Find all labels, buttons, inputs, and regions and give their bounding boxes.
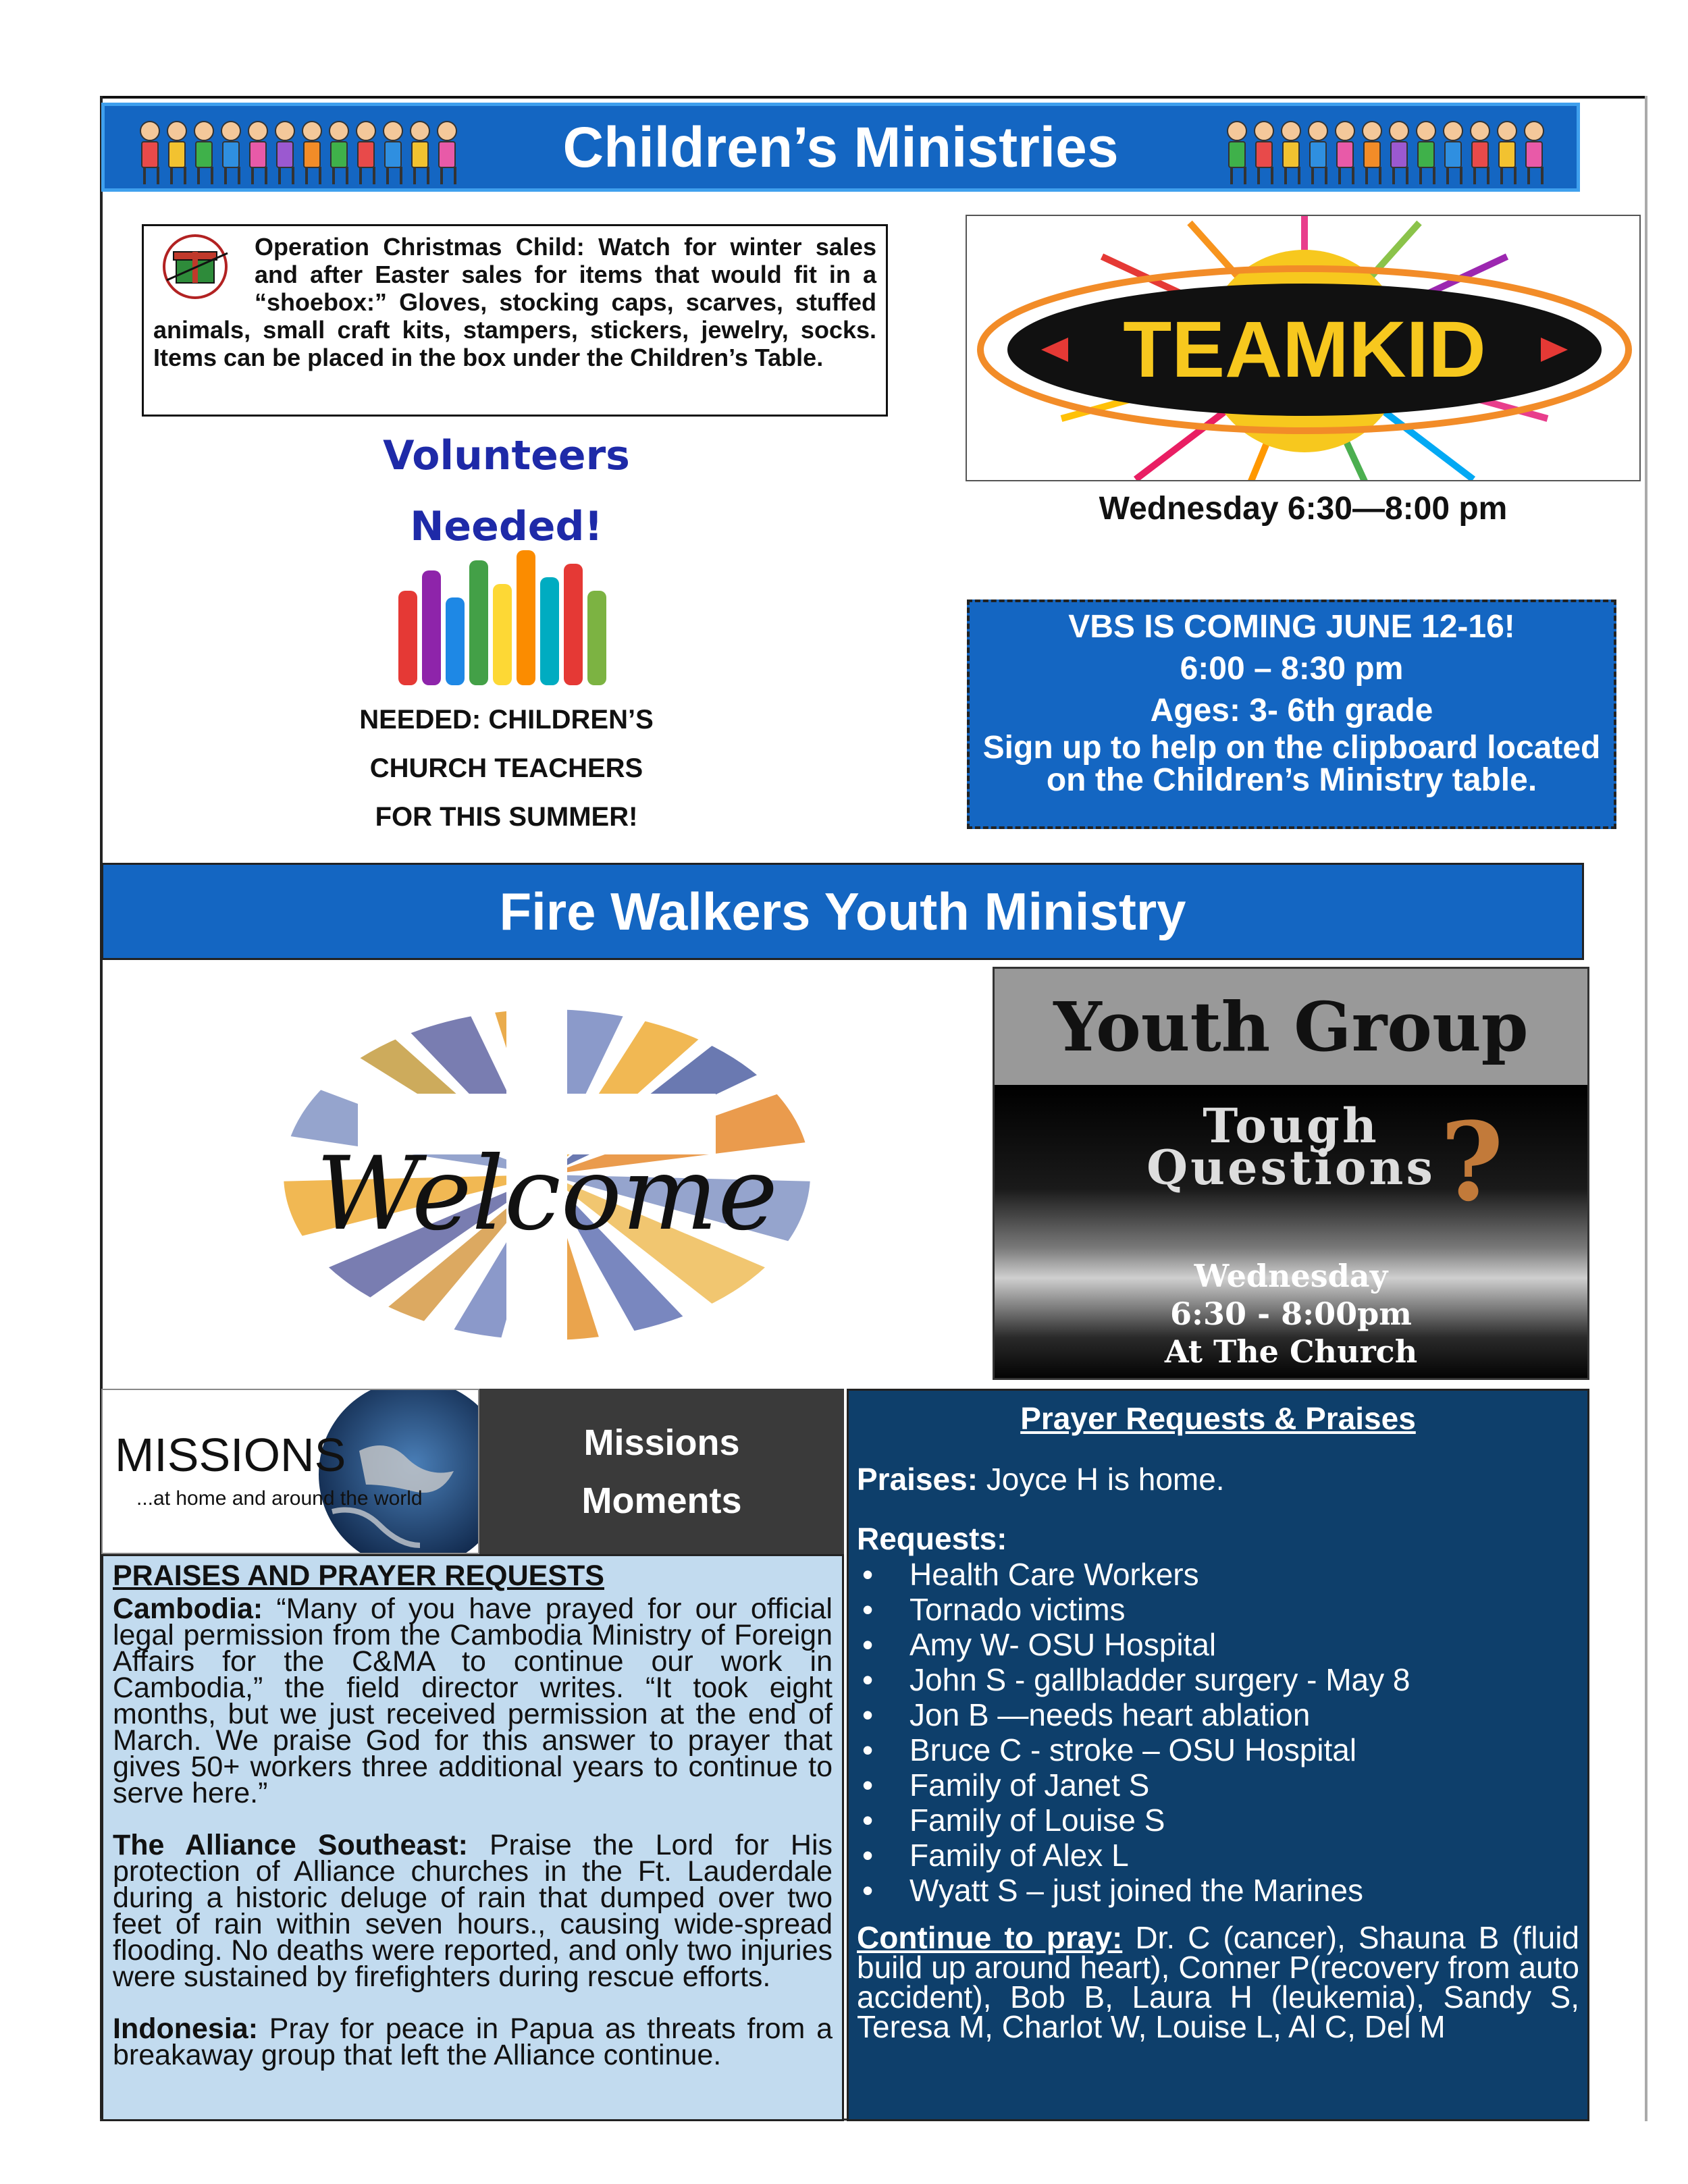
requests-list bbox=[857, 1557, 1579, 1908]
continue-label: Continue to pray: bbox=[857, 1920, 1123, 1955]
needed-line1: NEEDED: CHILDREN’S bbox=[359, 705, 654, 735]
missions-item-cambodia bbox=[113, 1593, 833, 1809]
vbs-line5: on the Children’s Ministry table. bbox=[1046, 762, 1537, 798]
occ-title: Operation Christmas Child: bbox=[255, 233, 585, 261]
prayer-requests-panel bbox=[847, 1389, 1589, 2121]
volunteers-heading-line2: Needed! bbox=[410, 503, 603, 550]
welcome-text: Welcome bbox=[315, 1136, 779, 1253]
vbs-line1: VBS IS COMING JUNE 12-16! bbox=[1068, 609, 1515, 645]
needed-teachers-notice bbox=[317, 695, 695, 841]
operation-christmas-child-logo-icon bbox=[153, 233, 248, 300]
questions-line: Questions bbox=[1146, 1140, 1435, 1196]
missions-header-line2: Moments bbox=[581, 1480, 742, 1521]
youth-group-poster-body bbox=[995, 1085, 1587, 1380]
teamkid-logo bbox=[966, 215, 1641, 481]
youth-ministry-banner bbox=[101, 863, 1584, 960]
list-item: • Bruce C - stroke – OSU Hospital bbox=[909, 1732, 1579, 1767]
cambodia-label: Cambodia: bbox=[113, 1593, 263, 1625]
youth-group-time: 6:30 - 8:00pm bbox=[1170, 1296, 1412, 1332]
praises-line bbox=[857, 1461, 1579, 1497]
missions-item-indonesia bbox=[113, 2013, 833, 2071]
operation-christmas-child-box bbox=[142, 224, 888, 417]
question-mark-icon: ? bbox=[1440, 1098, 1504, 1225]
youth-ministry-title: Fire Walkers Youth Ministry bbox=[499, 881, 1186, 941]
list-item: • Family of Alex L bbox=[909, 1838, 1579, 1873]
list-item: • Family of Louise S bbox=[909, 1803, 1579, 1838]
needed-line3: FOR THIS SUMMER! bbox=[375, 802, 638, 832]
list-item: • Jon B —needs heart ablation bbox=[909, 1697, 1579, 1732]
youth-group-place: At The Church bbox=[1164, 1333, 1418, 1370]
youth-group-day: Wednesday bbox=[1194, 1258, 1388, 1294]
list-item: • Family of Janet S bbox=[909, 1767, 1579, 1803]
praises-text: Joyce H is home. bbox=[986, 1462, 1225, 1497]
tough-line: Tough bbox=[1203, 1098, 1379, 1154]
welcome-cross-illustration bbox=[277, 1006, 817, 1343]
kids-holding-hands-illustration-left bbox=[137, 113, 457, 186]
vbs-line4: Sign up to help on the clipboard located bbox=[982, 730, 1601, 766]
list-item: • Wyatt S – just joined the Marines bbox=[909, 1873, 1579, 1908]
continue-to-pray bbox=[857, 1920, 1579, 2044]
missions-praises-box bbox=[101, 1554, 844, 2121]
childrens-ministries-title: Children’s Ministries bbox=[562, 115, 1119, 179]
missions-header-line1: Missions bbox=[583, 1422, 740, 1463]
vbs-line2: 6:00 – 8:30 pm bbox=[1180, 651, 1404, 687]
list-item: • Health Care Workers bbox=[909, 1557, 1579, 1592]
praises-label: Praises: bbox=[857, 1462, 978, 1497]
prayer-panel-title: Prayer Requests & Praises bbox=[1020, 1401, 1416, 1436]
indonesia-text: Pray for peace in Papua as threats from a breakaway group that left the Alliance continue. bbox=[113, 2013, 833, 2071]
list-item: • Amy W- OSU Hospital bbox=[909, 1627, 1579, 1662]
youth-group-schedule bbox=[995, 1257, 1587, 1370]
raised-hands-icon bbox=[392, 550, 621, 685]
missions-moments-header bbox=[479, 1389, 844, 1554]
volunteers-heading-line1: Volunteers bbox=[383, 432, 630, 479]
youth-group-poster bbox=[993, 967, 1589, 1380]
vbs-line3: Ages: 3- 6th grade bbox=[1150, 693, 1433, 728]
teamkid-time: Wednesday 6:30—8:00 pm bbox=[1099, 491, 1508, 527]
teamkid-burst-icon bbox=[967, 216, 1641, 481]
occ-text: Watch for winter sales and after Easter sales for items that would fit in a “shoebox:” Gloves, stocking caps, scarves, stuffed animals, small craft kits, stampers, stickers, jewelry, socks. Items can be placed in the box under the Children’s Table. bbox=[153, 233, 876, 371]
continue-text: Dr. C (cancer), Shauna B (fluid build up around heart), Conner P(recovery from auto accident), Bob B, Laura H (leukemia), Sandy S, Teresa M, Charlot W, Louise L, Al C, Del M bbox=[857, 1920, 1579, 2044]
youth-group-title: Youth Group bbox=[995, 969, 1587, 1085]
kids-holding-hands-illustration-right bbox=[1224, 113, 1544, 186]
missions-logo-tagline: ...at home and around the world bbox=[136, 1487, 423, 1510]
page-top-rule bbox=[100, 96, 1646, 99]
cambodia-text: “Many of you have prayed for our official legal permission from the Cambodia Ministry of Foreign Affairs for the C&MA to continue our work in Cambodia,” the field director writes. “It took eight months, but we just received permission at the end of March. We praise God for this answer to prayer that gives 50+ workers three additional years to continue to serve here.” bbox=[113, 1593, 833, 1809]
needed-line2: CHURCH TEACHERS bbox=[369, 753, 643, 783]
missions-globe-icon bbox=[103, 1390, 479, 1554]
missions-praises-title: PRAISES AND PRAYER REQUESTS bbox=[113, 1560, 604, 1592]
vbs-announcement bbox=[967, 600, 1616, 829]
page-right-rule bbox=[1645, 96, 1647, 2121]
list-item: • John S - gallbladder surgery - May 8 bbox=[909, 1662, 1579, 1697]
requests-label: Requests: bbox=[857, 1521, 1007, 1556]
indonesia-label: Indonesia: bbox=[113, 2013, 259, 2045]
alliance-southeast-label: The Alliance Southeast: bbox=[113, 1829, 468, 1861]
missions-logo-word: MISSIONS bbox=[115, 1429, 346, 1481]
childrens-ministries-banner bbox=[101, 103, 1580, 192]
alliance-southeast-text: Praise the Lord for His protection of Alliance churches in the Ft. Lauderdale during a historic deluge of rain that dumped over two feet of rain within seven hours., causing wide-spread flooding. No deaths were reported, and only two injuries were sustained by firefighters during rescue efforts. bbox=[113, 1829, 833, 1993]
list-item: • Tornado victims bbox=[909, 1592, 1579, 1627]
missions-item-alliance-southeast bbox=[113, 1829, 833, 1993]
missions-logo bbox=[101, 1389, 479, 1554]
teamkid-logo-text: TEAMKID bbox=[1123, 305, 1486, 394]
